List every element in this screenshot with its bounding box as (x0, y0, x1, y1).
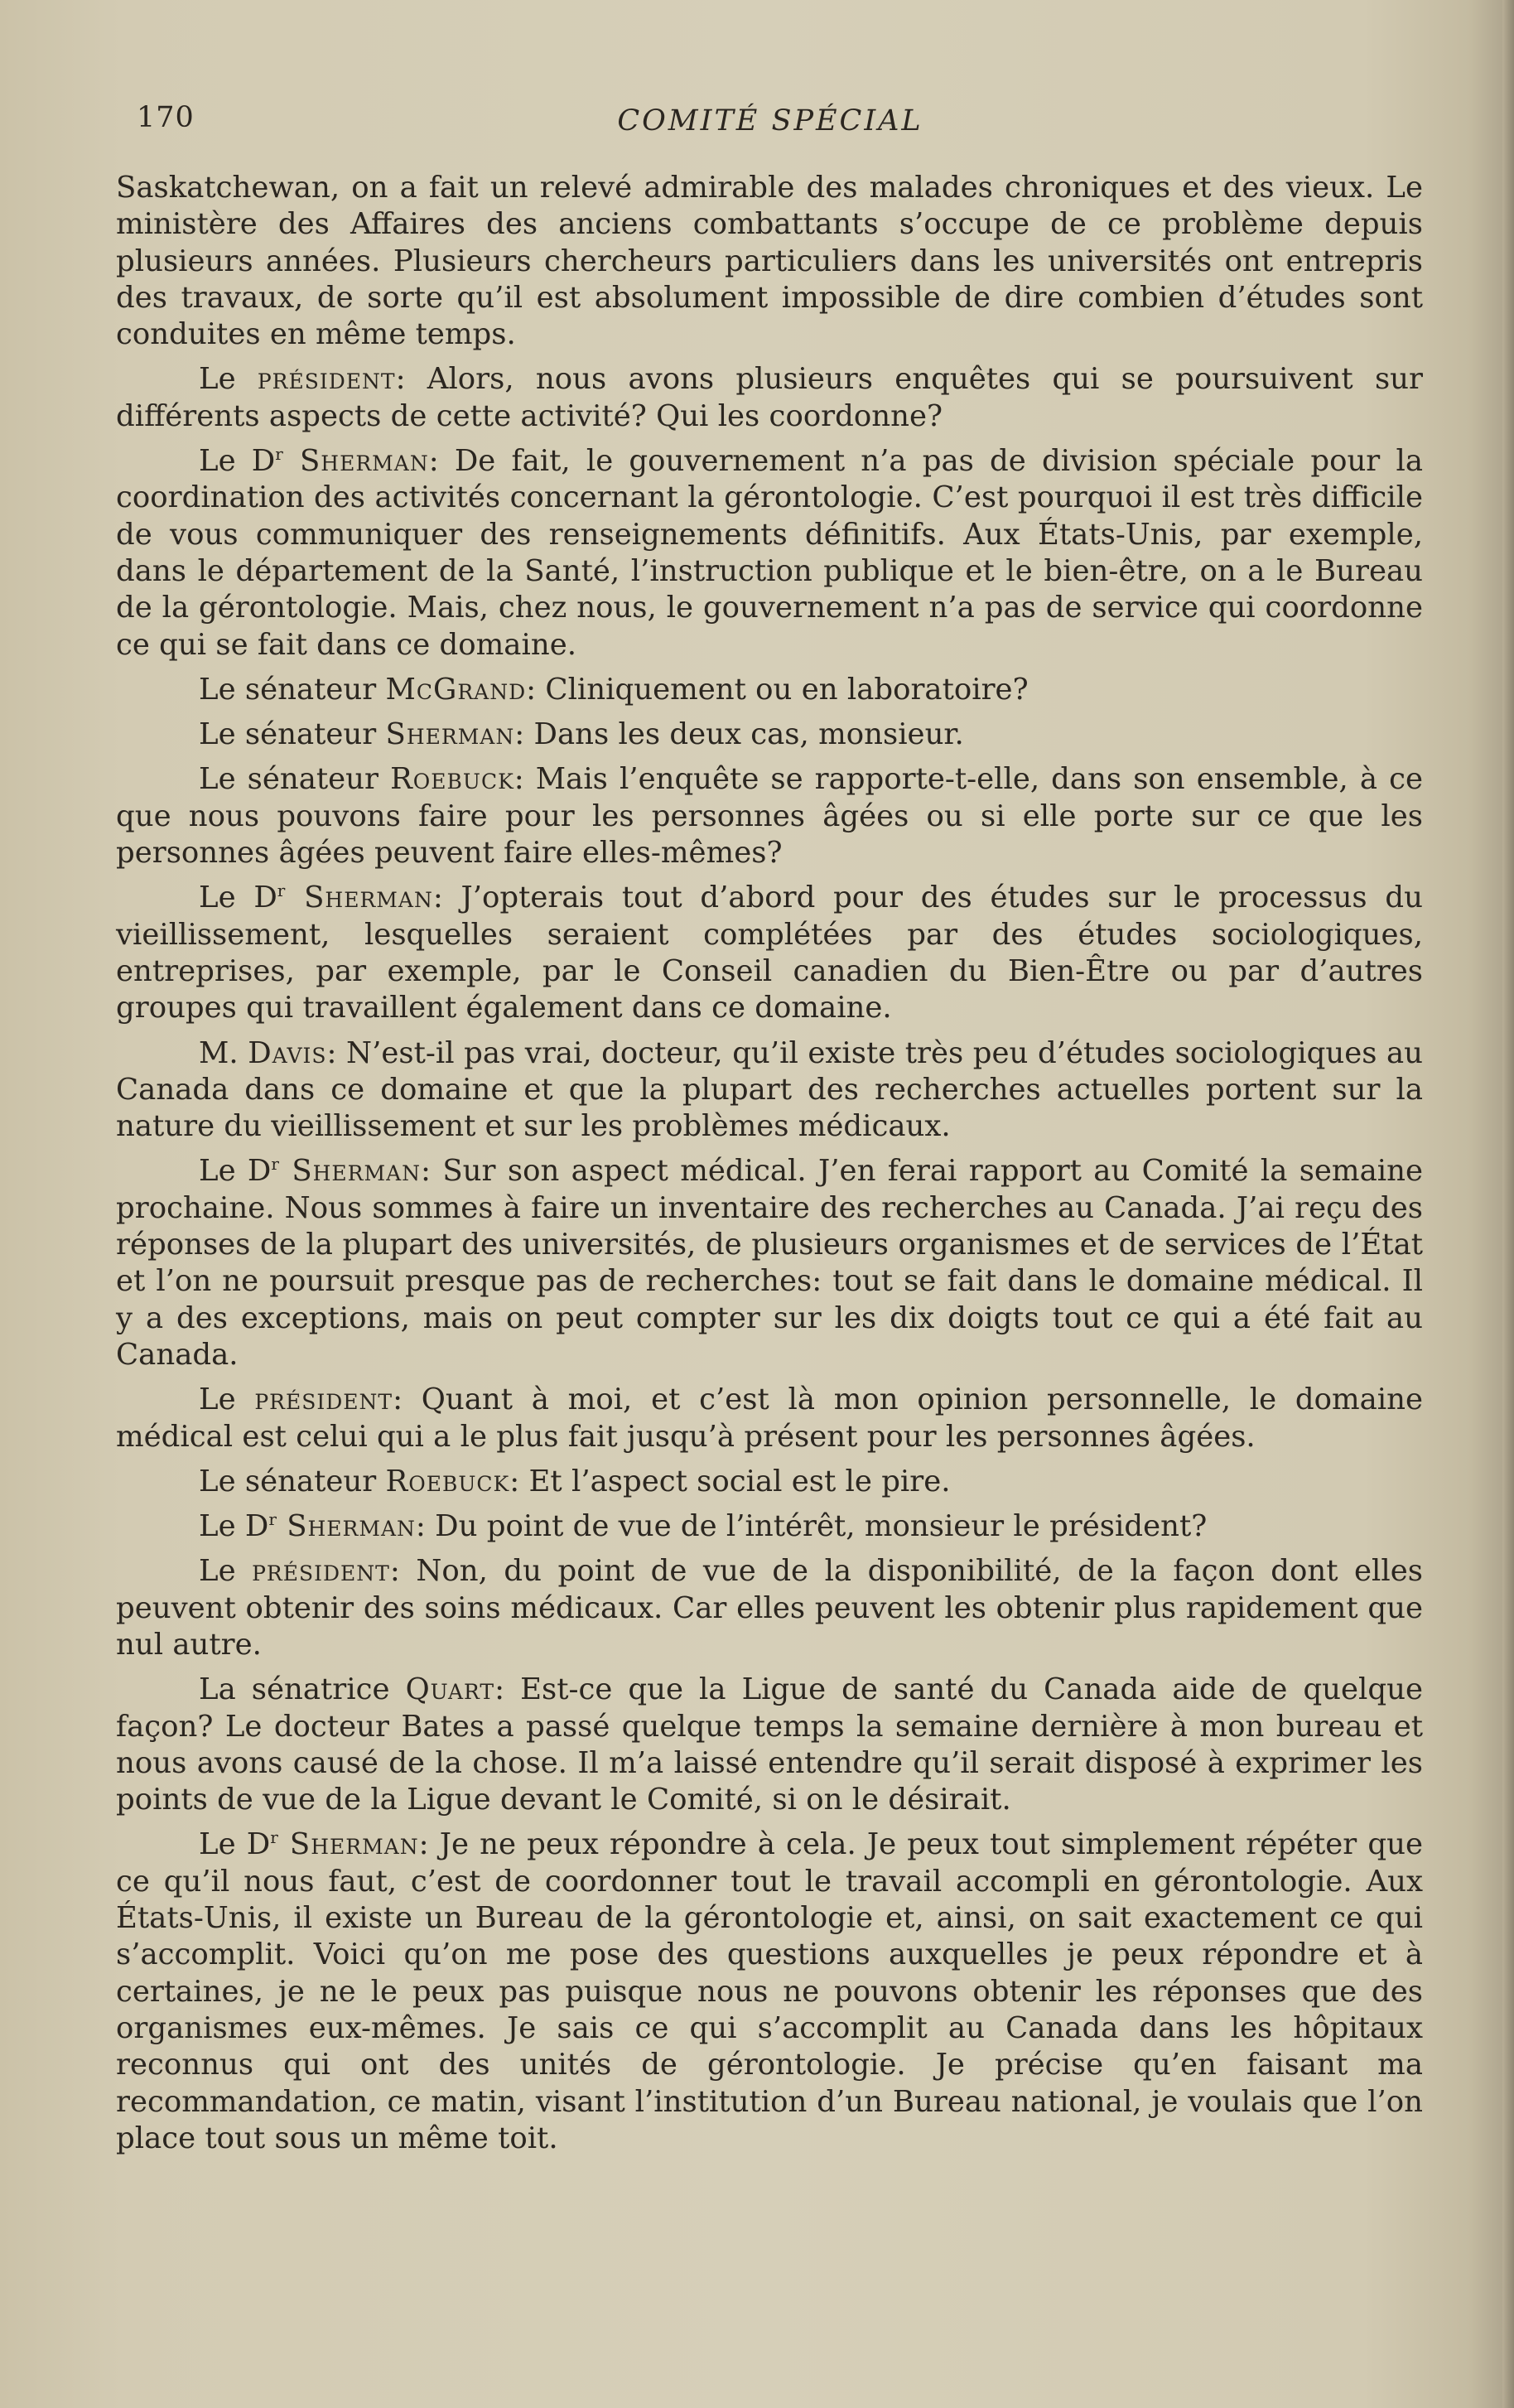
paragraph-text: : Dans les deux cas, monsieur. (514, 717, 964, 752)
speaker-title-superscript: r (275, 444, 283, 465)
paragraph-text: Saskatchewan, on a fait un relevé admirable des malades chroniques et des vieux. Le ministère des Affaires des anciens combattants s’occupe de ce problème depuis plusieurs années. Plusieurs chercheurs particuliers dans les universités ont entrepris des travaux, de sorte qu’il est absolument impossible de dire combien d’études sont conduites en même temps. (116, 171, 1423, 352)
speaker-prefix: Le sénateur (199, 1464, 386, 1498)
paragraph-text: : Est-ce que la Ligue de santé du Canada aide de quelque façon? Le docteur Bates a passé quelque temps la semaine dernière à mon bureau et nous avons causé de la chose. Il m’a laissé entendre qu’il serait disposé à exprimer les points de vue de la Ligue devant le Comité, si on le désirait. (116, 1672, 1424, 1817)
speaker-prefix: Le D (199, 881, 277, 915)
paragraph-text: : Cliniquement ou en laboratoire? (526, 672, 1029, 707)
speaker-prefix: Le D (199, 1154, 272, 1189)
paragraph-text: : Alors, nous avons plusieurs enquêtes qui se poursuivent sur différents aspects de cette activité? Qui les coordonne? (116, 362, 1423, 433)
speaker-prefix: Le sénateur (199, 717, 386, 752)
speaker-prefix: Le (199, 362, 258, 397)
paragraph-text: : De fait, le gouvernement n’a pas de division spéciale pour la coordination des activités concernant la gérontologie. C’est pourquoi il est très difficile de vous communiquer des renseignements définitifs. Aux États-Unis, par exemple, dans le département de la Santé, l’instruction publique et le bien-être, on a le Bureau de la gérontologie. Mais, chez nous, le gouvernement n’a pas de service qui coordonne ce qui se fait dans ce domaine. (116, 444, 1423, 662)
paragraph-text: : Mais l’enquête se rapporte-t-elle, dans son ensemble, à ce que nous pouvons faire pour les personnes âgées ou si elle porte sur ce que les personnes âgées peuvent faire elles-mêmes? (116, 762, 1423, 871)
speaker-name: Quart (405, 1672, 495, 1707)
paragraph (116, 1382, 1423, 1455)
paragraph (116, 443, 1423, 664)
speaker-name: Davis (248, 1035, 327, 1070)
body-text (116, 170, 1423, 2157)
paragraph-text: : Sur son aspect médical. J’en ferai rapport au Comité la semaine prochaine. Nous sommes à faire un inventaire des recherches au Canada. J’ai reçu des réponses de la plupart des universités, de plusieurs organismes et de services de l’État et l’on ne poursuit presque pas de recherches: tout se fait dans le domaine médical. Il y a des exceptions, mais on peut compter sur les dix doigts tout ce qui a été fait au Canada. (116, 1154, 1423, 1372)
paragraph (116, 1464, 1423, 1500)
speaker-name: président (257, 362, 396, 397)
page-edge-shadow (1502, 0, 1514, 2408)
paragraph (116, 717, 1423, 753)
speaker-prefix: Le sénateur (199, 762, 391, 797)
paragraph (116, 1553, 1423, 1663)
paragraph-text: : Non, du point de vue de la disponibilité, de la façon dont elles peuvent obtenir des soins médicaux. Car elles peuvent les obtenir plus rapidement que nul autre. (116, 1554, 1423, 1662)
speaker-name: Sherman (282, 444, 429, 479)
speaker-name: Sherman (385, 717, 515, 752)
paragraph (116, 761, 1423, 871)
speaker-name: président (252, 1554, 390, 1589)
speaker-title-superscript: r (270, 1827, 278, 1848)
speaker-prefix: Le D (199, 1509, 269, 1544)
paragraph-text: : J’opterais tout d’abord pour des études sur le processus du vieillissement, lesquelles seraient complétées par des études sociologiques, entreprises, par exemple, par le Conseil canadien du Bien-Être ou par d’autres groupes qui travaillent également dans ce domaine. (116, 881, 1423, 1025)
paragraph-text: : N’est-il pas vrai, docteur, qu’il existe très peu d’études sociologiques au Canada dans ce domaine et que la plupart des recherches actuelles portent sur la nature du vieillissement et sur les problèmes médicaux. (116, 1035, 1423, 1144)
paragraph (116, 672, 1423, 708)
speaker-prefix: Le sénateur (199, 672, 386, 707)
speaker-name: Sherman (277, 1827, 419, 1862)
speaker-prefix: M. (199, 1035, 248, 1070)
speaker-name: Sherman (276, 1509, 416, 1544)
speaker-name: Roebuck (390, 762, 514, 797)
paragraph (116, 880, 1423, 1026)
speaker-title-superscript: r (268, 1509, 277, 1530)
speaker-name: McGrand (385, 672, 527, 707)
paragraph (116, 1153, 1423, 1373)
speaker-prefix: La sénatrice (199, 1672, 406, 1707)
paragraph (116, 1827, 1423, 2157)
paragraph (116, 361, 1423, 435)
speaker-name: Roebuck (385, 1464, 510, 1498)
paragraph-text: : Je ne peux répondre à cela. Je peux tout simplement répéter que ce qu’il nous faut, c’est de coordonner tout le travail accompli en gérontologie. Aux États-Unis, il existe un Bureau de la gérontologie et, ainsi, on sait exactement ce qui s’accomplit. Voici qu’on me pose des questions auxquelles je peux répondre et à certaines, je ne le peux pas puisque nous ne pouvons obtenir les réponses que des organismes eux-mêmes. Je sais ce qui s’accomplit au Canada dans les hôpitaux reconnus qui ont des unités de gérontologie. Je précise qu’en faisant ma recommandation, ce matin, visant l’institution d’un Bureau national, je voulais que l’on place tout sous un même toit. (116, 1827, 1423, 2155)
speaker-name: Sherman (285, 881, 433, 915)
paragraph-text: : Du point de vue de l’intérêt, monsieur le président? (415, 1509, 1208, 1544)
speaker-prefix: Le D (199, 1827, 271, 1862)
speaker-prefix: Le (199, 1554, 253, 1589)
paragraph (116, 170, 1423, 353)
page-header (137, 101, 1404, 151)
paragraph-text: : Et l’aspect social est le pire. (509, 1464, 951, 1498)
speaker-title-superscript: r (271, 1154, 279, 1175)
speaker-name: Sherman (278, 1154, 422, 1189)
speaker-name: président (254, 1383, 393, 1417)
paragraph-text: : Quant à moi, et c’est là mon opinion personnelle, le domaine médical est celui qui a le plus fait jusqu’à présent pour les personnes âgées. (116, 1383, 1423, 1454)
speaker-prefix: Le (199, 1383, 255, 1417)
paragraph (116, 1035, 1423, 1146)
page-number: 170 (137, 101, 195, 134)
running-head: COMITÉ SPÉCIAL (617, 104, 923, 138)
speaker-title-superscript: r (277, 881, 286, 901)
paragraph (116, 1672, 1423, 1818)
paragraph (116, 1508, 1423, 1545)
speaker-prefix: Le D (199, 444, 276, 479)
